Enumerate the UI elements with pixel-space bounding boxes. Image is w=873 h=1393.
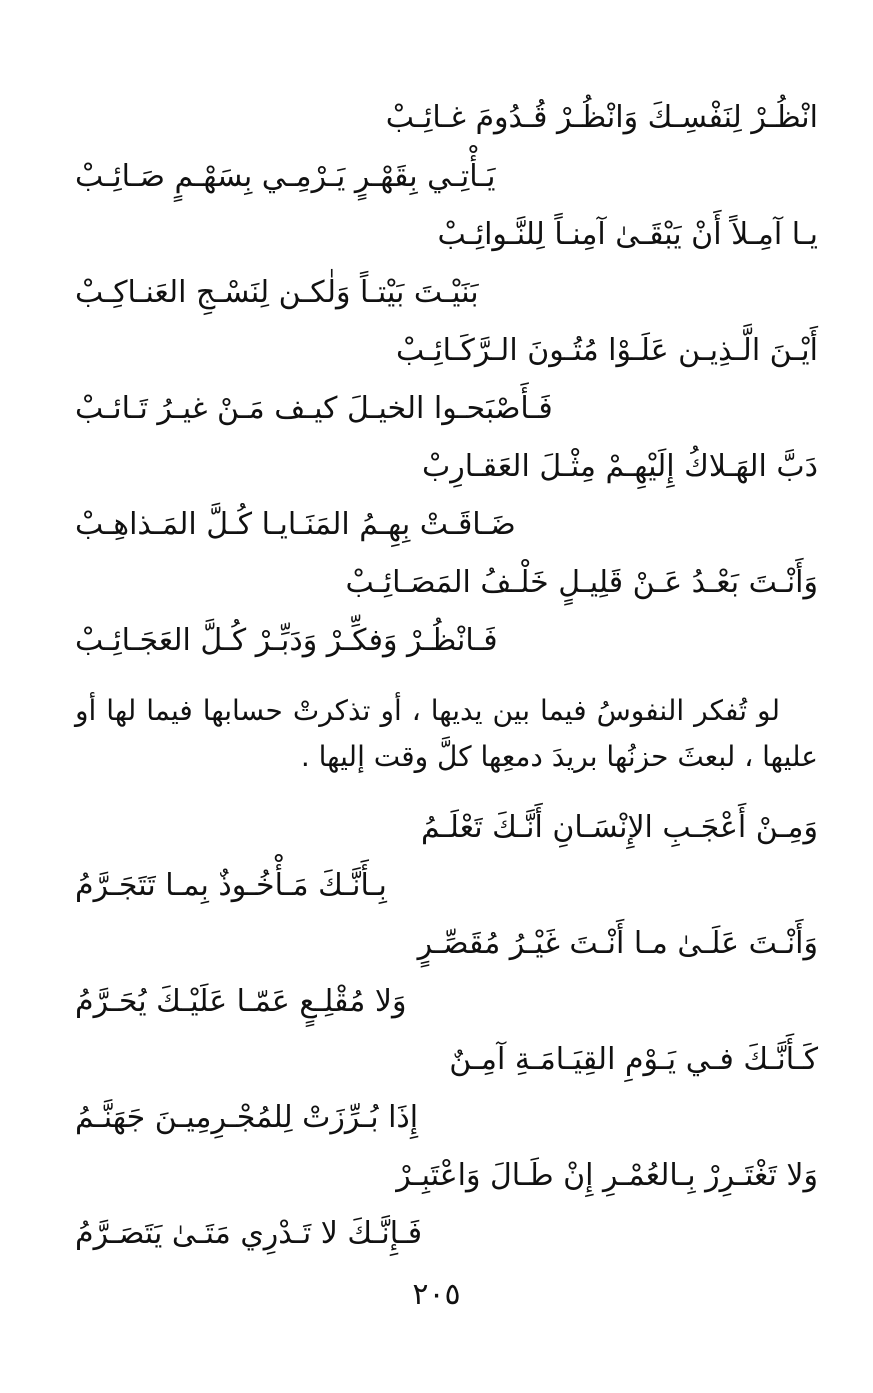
- poem-verse: يـا آمِـلاً أَنْ يَبْقَـىٰ آمِنـاً لِلنَّـوائِـبْ: [437, 217, 818, 252]
- poem-verse: بِـأَنَّـكَ مَـأْخُـوذٌ بِمـا تَتَجَـرَّمُ: [75, 868, 387, 903]
- poem-verse: وَلا تَغْتَـرِرْ بِـالعُمْـرِ إِنْ طَـالَ وَاعْتَبِـرْ: [396, 1158, 818, 1193]
- poem-verse: ضَـاقَـتْ بِهِـمُ المَنَـايـا كُـلَّ المَـذاهِـبْ: [75, 507, 516, 542]
- poem-verse: فَـإِنَّـكَ لا تَـدْرِي مَتَـىٰ يَتَصَـرَّمُ: [75, 1216, 423, 1251]
- poem-verse: فَـأَصْبَحـوا الخيـلَ كيـف مَـنْ غيـرُ تَـائـبْ: [75, 391, 553, 426]
- poem-verse: يَـأْتِـي بِقَهْـرٍ يَـرْمِـي بِسَهْـمٍ صَـائِـبْ: [75, 159, 496, 194]
- poem-verse: وَمِـنْ أَعْجَـبِ الإِنْسَـانِ أَنَّـكَ تَعْلَـمُ: [421, 810, 818, 845]
- poem-verse: بَنَيْـتَ بَيْتـاً وَلٰكـن لِنَسْـجِ العَنـاكِـبْ: [75, 275, 479, 310]
- poem-verse: دَبَّ الهَـلاكُ إِلَيْهِـمْ مِثْـلَ العَقـارِبْ: [422, 449, 818, 484]
- poem-verse: وَلا مُقْلِـعٍ عَمّـا عَلَيْـكَ يُحَـرَّمُ: [75, 984, 407, 1019]
- poem-verse: إِذَا بُـرِّزَتْ لِلمُجْـرِمِيـنَ جَهَنَّـمُ: [75, 1100, 419, 1135]
- prose-paragraph: [75, 688, 818, 780]
- poem-verse: وَأَنْـتَ عَلَـىٰ مـا أَنْـتَ غَيْـرُ مُقَصِّـرٍ: [417, 926, 818, 961]
- poem-verse: وَأَنْـتَ بَعْـدُ عَـنْ قَلِيـلٍ خَلْـفُ المَصَـائِـبْ: [345, 565, 818, 600]
- poem-verse: فَـانْظُـرْ وَفكِّـرْ وَدَبِّـرْ كُـلَّ العَجَـائِـبْ: [75, 623, 498, 658]
- poem-verse: كَـأَنَّـكَ فـي يَـوْمِ القِيَـامَـةِ آمِـنٌ: [449, 1042, 818, 1077]
- prose-text: لو تُفكر النفوسُ فيما بين يديها ، أو تذكرتْ حسابها فيما لها أو عليها ، لبعثَ حزنُها بريدَ دمعِها كلَّ وقت إليها .: [75, 694, 818, 773]
- poem-verse: أَيْـنَ الَّـذِيـن عَلَـوْا مُتُـونَ الـرَّكَـائِـبْ: [396, 333, 818, 368]
- poem-verse: انْظُـرْ لِنَفْسِـكَ وَانْظُـرْ قُـدُومَ غـائِـبْ: [385, 100, 818, 135]
- page-number: ٢٠٥: [412, 1277, 461, 1312]
